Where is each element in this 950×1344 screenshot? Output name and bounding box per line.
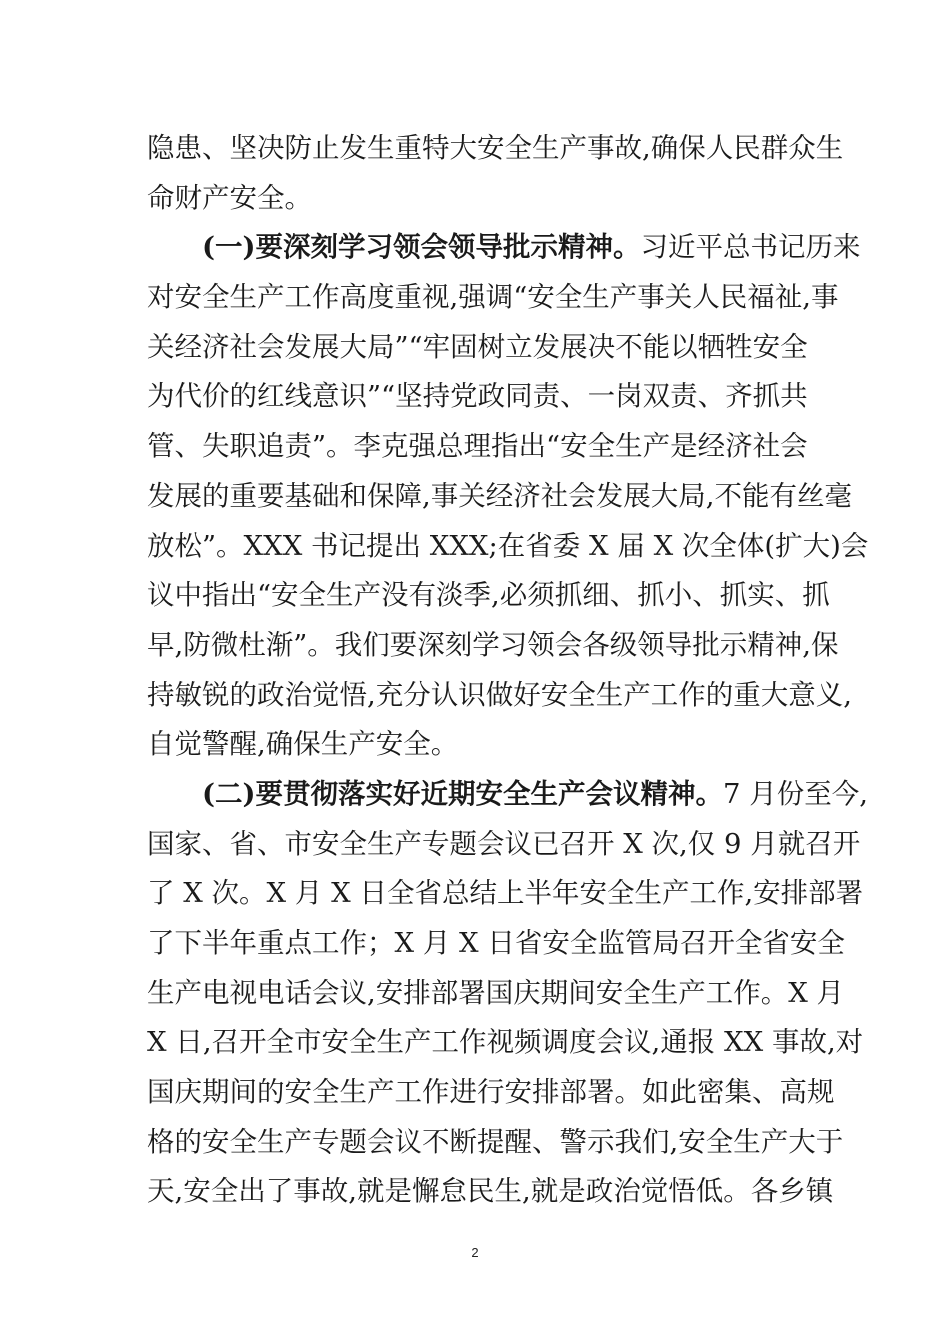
paragraph-start-line <box>147 770 869 820</box>
text-line: 发展的重要基础和保障,事关经济社会发展大局,不能有丝毫 <box>147 479 852 512</box>
text-line: 天,安全出了事故,就是懈怠民生,就是政治觉悟低。各乡镇 <box>147 1175 834 1208</box>
paragraph-start-line <box>147 223 861 273</box>
text-line: 持敏锐的政治觉悟,充分认识做好安全生产工作的重大意义, <box>147 678 852 711</box>
text-line: 议中指出“安全生产没有淡季,必须抓细、抓小、抓实、抓 <box>147 579 830 612</box>
text-line: 早,防微杜渐”。我们要深刻学习领会各级领导批示精神,保 <box>147 628 839 661</box>
text-line: 国庆期间的安全生产工作进行安排部署。如此密集、高规 <box>147 1076 835 1109</box>
page-number: 2 <box>471 1245 479 1260</box>
paragraph-text: 习近平总书记历来 <box>640 231 861 264</box>
section-heading-1: (一)要深刻学习领会领导批示精神。 <box>202 231 641 264</box>
text-line: 命财产安全。 <box>147 181 312 214</box>
section-heading-2: (二)要贯彻落实好近期安全生产会议精神。 <box>202 777 724 810</box>
text-line: 对安全生产工作高度重视,强调“安全生产事关人民福祉,事 <box>147 281 839 314</box>
text-line: 关经济社会发展大局”“牢固树立发展决不能以牺牲安全 <box>147 330 808 363</box>
text-line: 为代价的红线意识”“坚持党政同责、一岗双责、齐抓共 <box>147 380 808 413</box>
text-line: 了 X 次。X 月 X 日全省总结上半年安全生产工作,安排部署 <box>147 877 864 910</box>
text-line: 了下半年重点工作；X 月 X 日省安全监管局召开全省安全 <box>147 927 845 959</box>
text-line: 自觉警醒,确保生产安全。 <box>147 728 459 761</box>
text-line: 管、失职追责”。李克强总理指出“安全生产是经济社会 <box>147 430 808 463</box>
paragraph-text: 7 月份至今, <box>723 777 869 810</box>
text-line: 放松”。XXX 书记提出 XXX;在省委 X 届 X 次全体(扩大)会 <box>147 529 869 562</box>
text-line: 国家、省、市安全生产专题会议已召开 X 次,仅 9 月就召开 <box>147 827 861 860</box>
body-text <box>147 124 869 1217</box>
text-line: 格的安全生产专题会议不断提醒、警示我们,安全生产大于 <box>147 1125 844 1158</box>
text-line: X 日,召开全市安全生产工作视频调度会议,通报 XX 事故,对 <box>147 1026 864 1059</box>
text-line: 生产电视电话会议,安排部署国庆期间安全生产工作。X 月 <box>147 976 845 1009</box>
text-line: 隐患、坚决防止发生重特大安全生产事故,确保人民群众生 <box>147 132 844 164</box>
